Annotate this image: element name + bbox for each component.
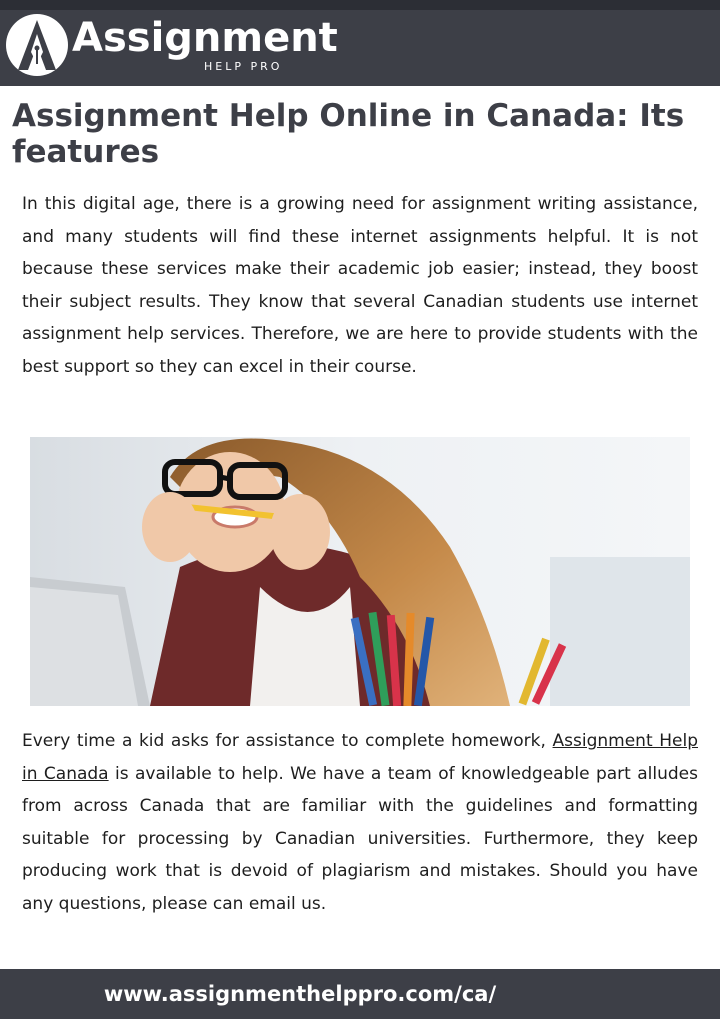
intro-paragraph: In this digital age, there is a growing need for assignment writing assistance, and many students will find these internet assignments helpful. It is not because these services make their academic job easier; instead, they boost their subject results. They know that several Canadian students use internet assignment help services. Therefore, we are here to provide students with the best support so they can excel in their course. [22,194,698,377]
detail-paragraph-rest: is available to help. We have a team of knowledgeable part alludes from across Canada that are familiar with the guidelines and formatting suitable for processing by Canadian universities. Furthermore, they keep producing work that is devoid of plagiarism and mistakes. Should you have any questions, please can email us. [22,763,698,914]
assignment-help-canada-link[interactable]: Assignment Help in Canada [22,731,698,784]
student-biting-pencil-photo [30,437,690,706]
header-bar [0,10,720,86]
brand-name: Assignment [72,15,338,61]
footer-url-link[interactable]: www.assignmenthelppro.com/ca/ [103,982,497,1006]
detail-paragraph [22,725,698,920]
pen-nib-a-logo-icon[interactable] [6,14,68,76]
top-strip [0,0,720,10]
page-title: Assignment Help Online in Canada: Its features [12,98,685,170]
detail-paragraph-intro: Every time a kid asks for assistance to complete homework, [22,731,553,751]
brand-tagline: HELP PRO [204,60,283,73]
footer-bar [0,969,720,1019]
